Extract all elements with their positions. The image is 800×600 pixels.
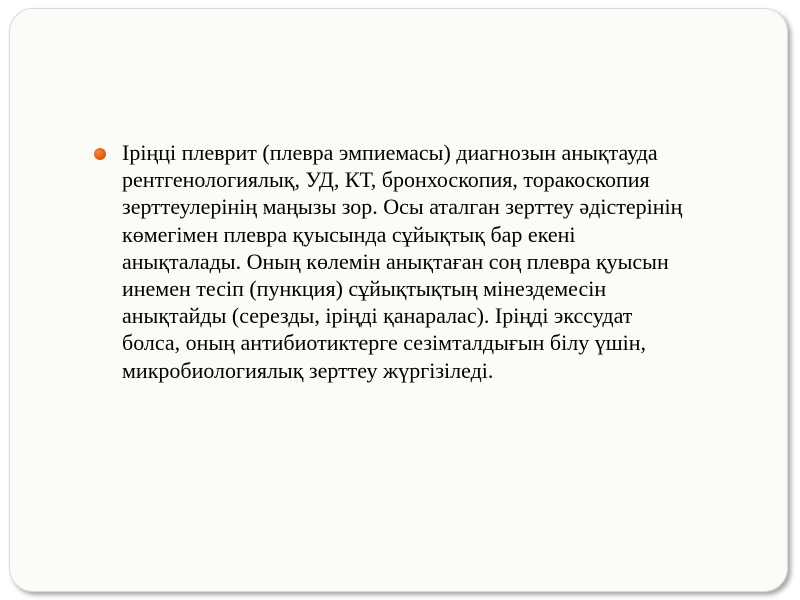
bullet-circle-icon [94, 148, 106, 160]
bullet-text: Іріңці плеврит (плевра эмпиемасы) диагнозын анықтауда рентгенологиялық, УД, КТ, бронхоскопия, торакоскопия зерттеулерінің маңызы зор. Осы аталган зерттеу әдістерінің көмегімен плевра қуысында сұйықтық бар екені анықталады. Оның көлемін анықтаған соң плевра қуысын инемен тесіп (пункция) сұйықтықтың мінездемесін анықтайды (серезды, іріңді қанаралас). Іріңді экссудат болса, оның антибиотиктерге сезімталдығын білу үшін, микробиологиялық зерттеу жүргізіледі. [122, 140, 683, 383]
slide-frame [9, 8, 788, 592]
slide-content [94, 139, 694, 384]
bullet-item [94, 139, 694, 384]
